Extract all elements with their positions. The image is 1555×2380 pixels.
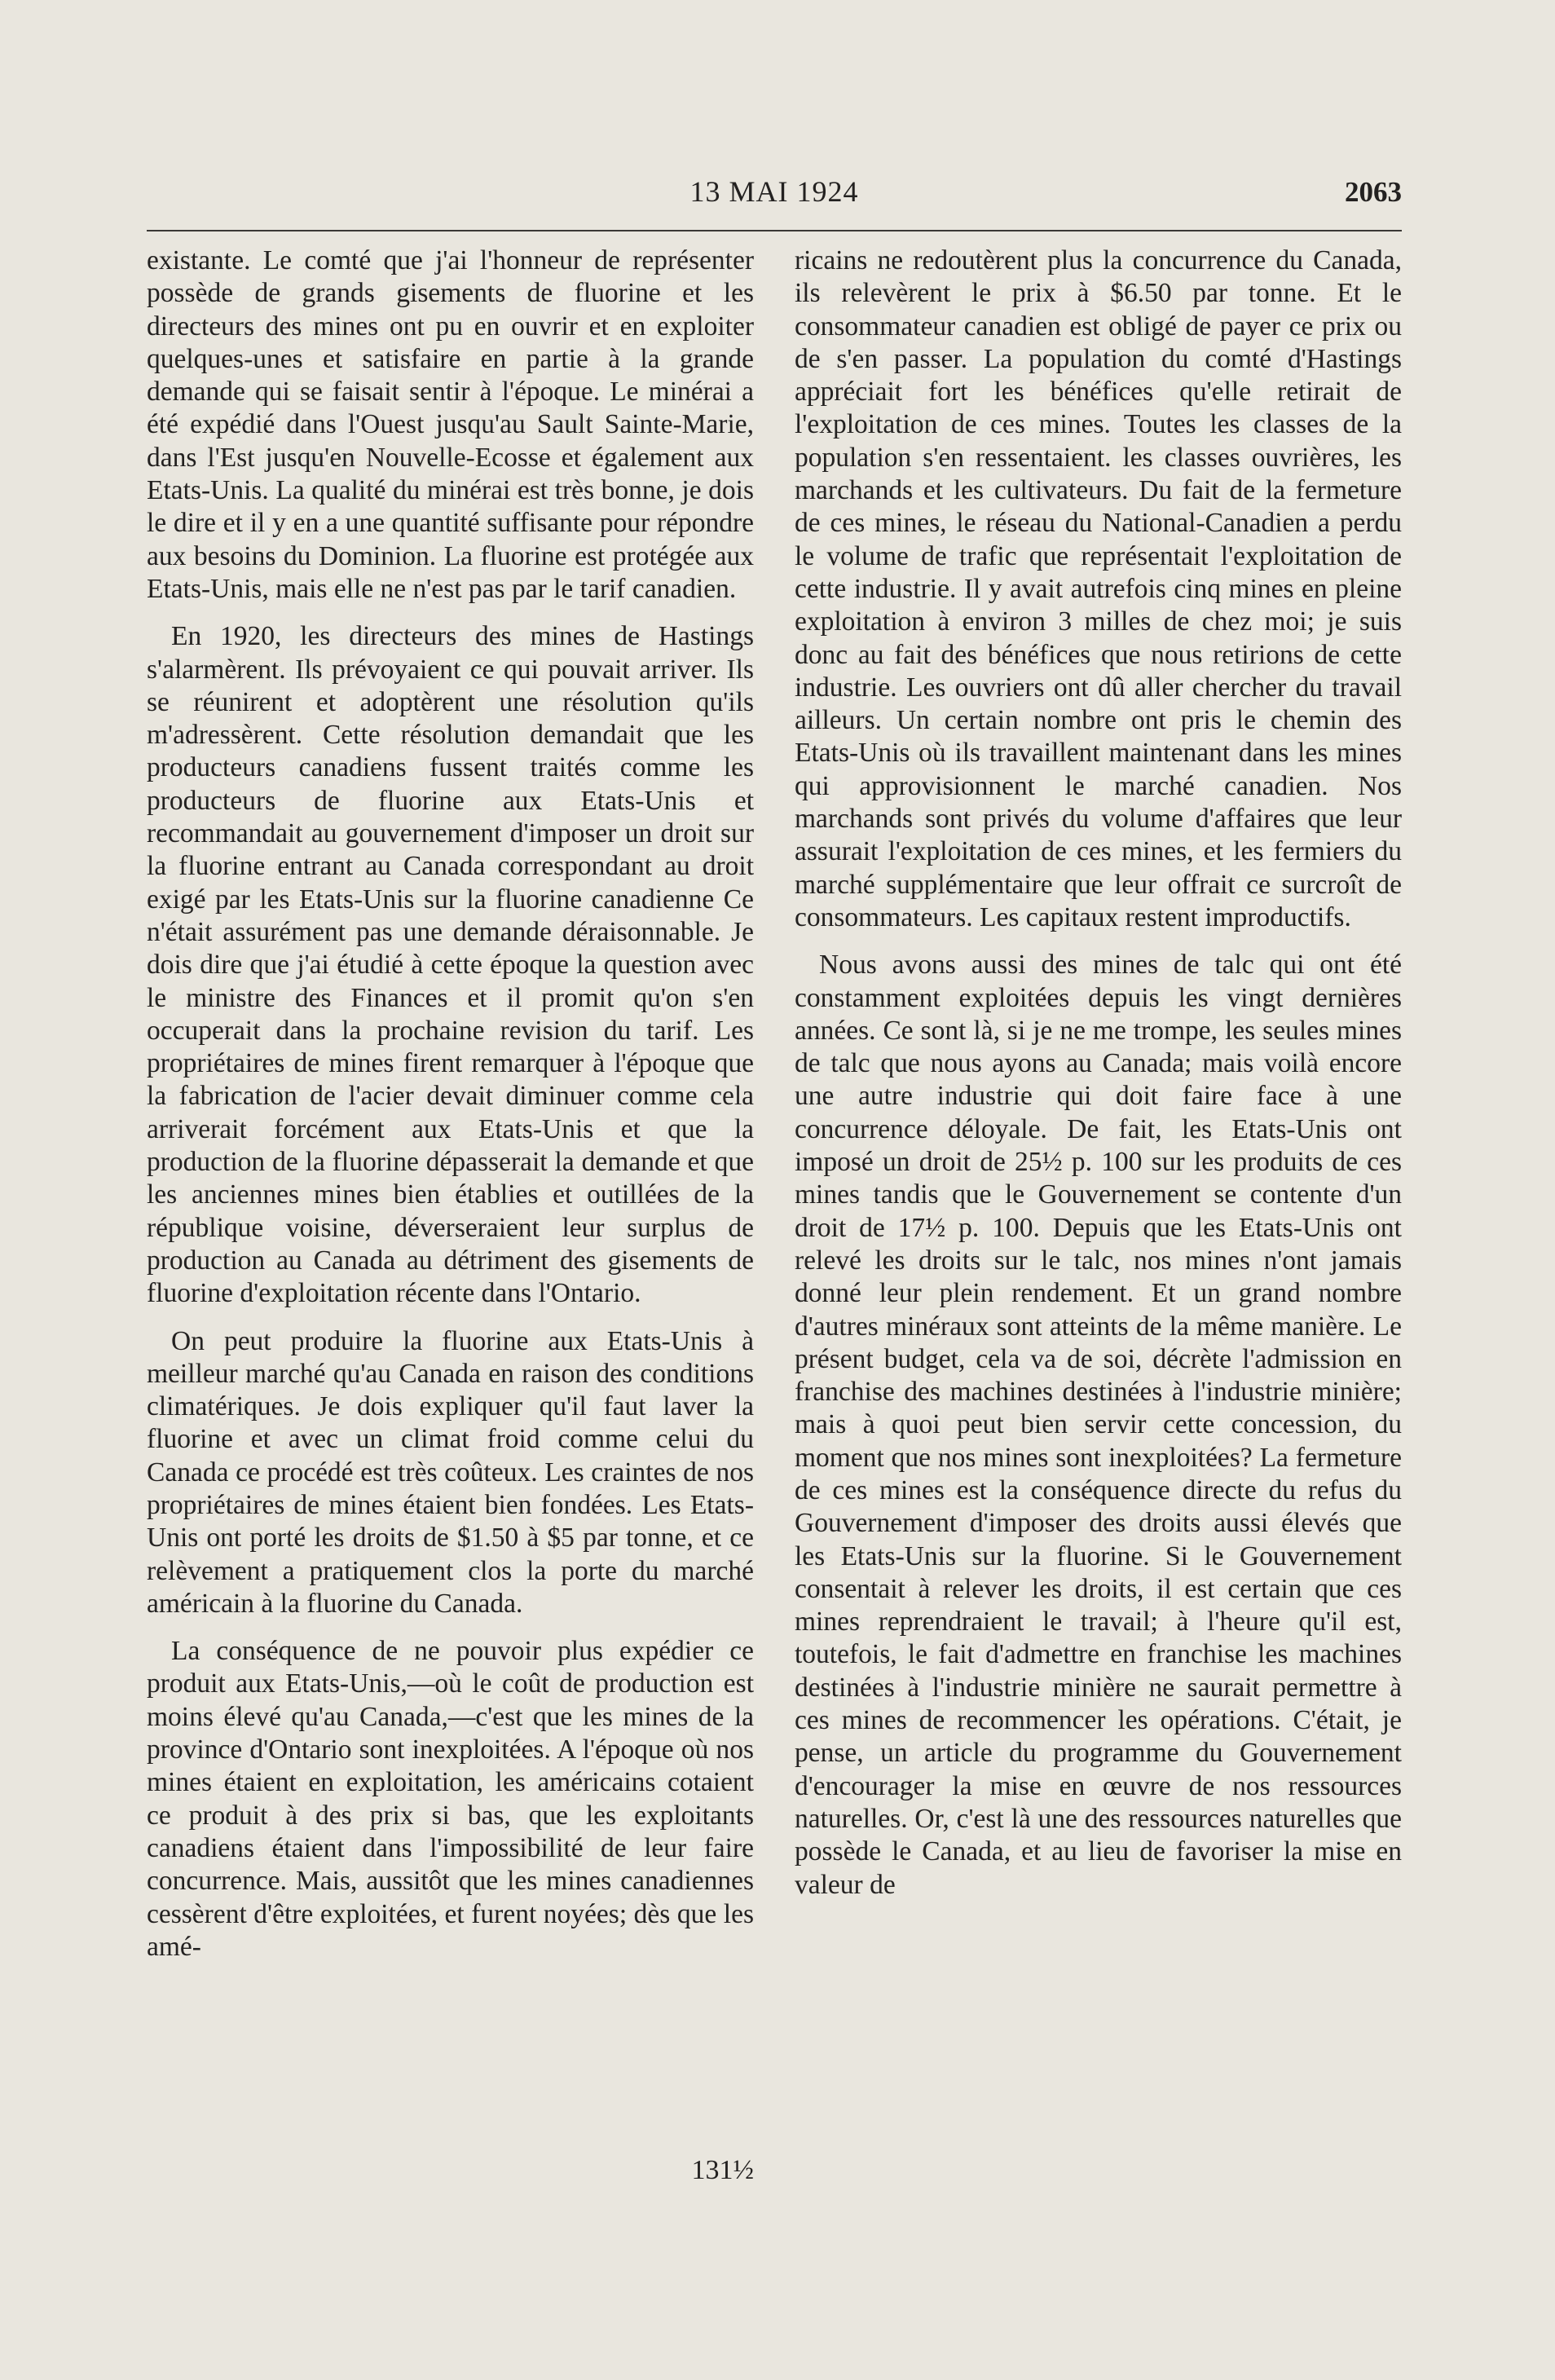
paragraph: La conséquence de ne pouvoir plus expédier ce produit aux Etats-Unis,—où le coût de production est moins élevé qu'au Canada,—c'est que les mines de la province d'Ontario sont inexploitées. A l'époque où nos mines étaient en exploitation, les américains cotaient ce produit à des prix si bas, que les exploitants canadiens étaient dans l'impossibilité de leur faire concurrence. Mais, aussitôt que les mines canadiennes cessèrent d'être exploitées, et furent noyées; dès que les amé- (147, 1636, 754, 1962)
header-date: 13 MAI 1924 (689, 175, 859, 208)
left-column (147, 245, 754, 1964)
signature-mark: 131½ (691, 2155, 754, 2185)
paragraph: Nous avons aussi des mines de talc qui ont été constamment exploitées depuis les vingt dernières années. Ce sont là, si je ne me trompe, les seules mines de talc que nous ayons au Canada; mais voilà encore une autre industrie qui doit faire face à une concurrence déloyale. De fait, les Etats-Unis ont imposé un droit de 25½ p. 100 sur les produits de ces mines tandis que le Gouvernement se contente d'un droit de 17½ p. 100. Depuis que les Etats-Unis ont relevé les droits sur le talc, nos mines n'ont jamais donné leur plein rendement. Et un grand nombre d'autres minéraux sont atteints de la même manière. Le présent budget, cela va de soi, décrète l'admission en franchise des machines destinées à l'industrie minière; mais à quoi peut bien servir cette concession, du moment que nos mines sont inexploitées? La fermeture de ces mines est la conséquence directe du refus du Gouvernement d'imposer des droits aussi élevés que les Etats-Unis sur la fluorine. Si le Gouvernement consentait à relever les droits, il est certain que ces mines reprendraient le travail; à l'heure qu'il est, toutefois, le fait d'admettre en franchise les machines destinées à l'industrie minière ne saurait permettre à ces mines de recommencer les opérations. C'était, je pense, un article du programme du Gouvernement d'encourager la mise en œuvre de nos ressources naturelles. Or, c'est là une des ressources naturelles que possède le Canada, et au lieu de favoriser la mise en valeur de (795, 950, 1402, 1900)
paragraph: En 1920, les directeurs des mines de Hastings s'alarmèrent. Ils prévoyaient ce qui pouvait arriver. Ils se réunirent et adoptèrent une résolution qu'ils m'adressèrent. Cette résolution demandait que les producteurs canadiens fussent traités comme les producteurs de fluorine aux Etats-Unis et recommandait au gouvernement d'imposer un droit sur la fluorine entrant au Canada correspondant au droit exigé par les Etats-Unis sur la fluorine canadienne Ce n'était assurément pas une demande déraisonnable. Je dois dire que j'ai étudié à cette époque la question avec le ministre des Finances et il promit qu'on s'en occuperait dans la prochaine revision du tarif. Les propriétaires de mines firent remarquer à l'époque que la fabrication de l'acier devait diminuer comme cela arriverait forcément aux Etats-Unis et que la production de la fluorine dépasserait la demande et que les anciennes mines bien établies et outillées de la république voisine, déverseraient leur surplus de production au Canada au détriment des gisements de fluorine d'exploitation récente dans l'Ontario. (147, 621, 754, 1309)
page-header (147, 163, 1402, 220)
paragraph: existante. Le comté que j'ai l'honneur de représenter possède de grands gisements de fluorine et les directeurs des mines ont pu en ouvrir et en exploiter quelques-unes et satisfaire en partie à la grande demande qui se faisait sentir à l'époque. Le minérai a été expédié dans l'Ouest jusqu'au Sault Sainte-Marie, dans l'Est jusqu'en Nouvelle-Ecosse et également aux Etats-Unis. La qualité du minérai est très bonne, je dois le dire et il y en a une quantité suffisante pour répondre aux besoins du Dominion. La fluorine est protégée aux Etats-Unis, mais elle ne n'est pas par le tarif canadien. (147, 245, 754, 604)
right-column (795, 245, 1402, 1902)
paragraph: On peut produire la fluorine aux Etats-Unis à meilleur marché qu'au Canada en raison des conditions climatériques. Je dois expliquer qu'il faut laver la fluorine et avec un climat froid comme celui du Canada ce procédé est très coûteux. Les craintes de nos propriétaires de mines étaient bien fondées. Les Etats-Unis ont porté les droits de $1.50 à $5 par tonne, et ce relèvement a pratiquement clos la porte du marché américain à la fluorine du Canada. (147, 1325, 754, 1619)
page-number: 2063 (1345, 176, 1402, 208)
paragraph: ricains ne redoutèrent plus la concurrence du Canada, ils relevèrent le prix à $6.50 par tonne. Et le consommateur canadien est obligé de payer ce prix ou de s'en passer. La population du comté d'Hastings appréciait fort les bénéfices qu'elle retirait de l'exploitation de ces mines. Toutes les classes de la population s'en ressentaient. les classes ouvrières, les marchands et les cultivateurs. Du fait de la fermeture de ces mines, le réseau du National-Canadien a perdu le volume de trafic que représentait l'exploitation de cette industrie. Il y avait autrefois cinq mines en pleine exploitation à environ 3 milles de chez moi; je suis donc au fait des bénéfices que nous retirions de cette industrie. Les ouvriers ont dû aller chercher du travail ailleurs. Un certain nombre ont pris le chemin des Etats-Unis où ils travaillent maintenant dans les mines qui approvisionnent le marché canadien. Nos marchands sont privés du volume d'affaires que leur assurait l'exploitation de ces mines, et les fermiers du marché supplémentaire que leur offrait ce surcroît de consommateurs. Les capitaux restent improductifs. (795, 245, 1402, 932)
header-rule (147, 230, 1402, 231)
